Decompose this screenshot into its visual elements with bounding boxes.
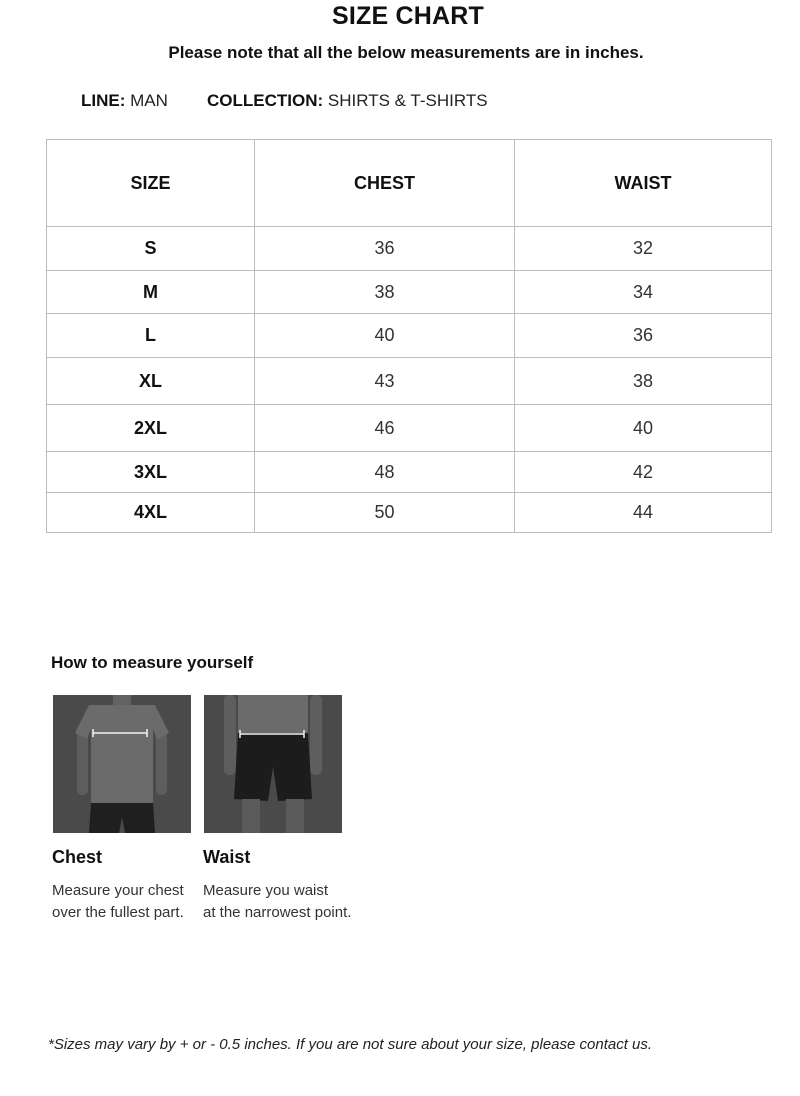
chest-cell: 36 — [255, 227, 515, 271]
size-cell: 2XL — [47, 405, 255, 452]
waist-cell: 36 — [515, 314, 772, 358]
waist-desc-line: Measure you waist — [203, 882, 329, 899]
table-row — [47, 405, 772, 452]
size-table — [46, 139, 772, 533]
waist-cell: 34 — [515, 271, 772, 314]
size-cell: 3XL — [47, 452, 255, 493]
waist-cell: 38 — [515, 358, 772, 405]
table-row — [47, 452, 772, 493]
chest-cell: 40 — [255, 314, 515, 358]
chest-desc-line: Measure your chest — [52, 882, 184, 899]
tshirt-figure-icon — [53, 695, 191, 833]
chest-cell: 43 — [255, 358, 515, 405]
column-header-waist: WAIST — [515, 140, 772, 227]
size-cell: XL — [47, 358, 255, 405]
shorts-figure-icon — [204, 695, 342, 833]
table-row — [47, 227, 772, 271]
chest-cell: 50 — [255, 493, 515, 533]
waist-cell: 40 — [515, 405, 772, 452]
size-cell: S — [47, 227, 255, 271]
chest-cell: 48 — [255, 452, 515, 493]
page-subtitle: Please note that all the below measurements are in inches. — [168, 43, 644, 62]
collection-label: COLLECTION: — [207, 91, 324, 110]
footer-note: *Sizes may vary by + or - 0.5 inches. If you are not sure about your size, please contact us. — [48, 1036, 653, 1053]
chest-desc-line: over the fullest part. — [52, 904, 184, 921]
waist-cell: 42 — [515, 452, 772, 493]
size-cell: M — [47, 271, 255, 314]
line-value: MAN — [130, 91, 168, 110]
table-row — [47, 493, 772, 533]
page-title: SIZE CHART — [332, 2, 484, 30]
collection-info — [207, 91, 488, 111]
howto-heading: How to measure yourself — [51, 653, 254, 672]
line-label: LINE: — [81, 91, 126, 110]
chest-caption-title: Chest — [52, 847, 103, 867]
table-header-row — [47, 140, 772, 227]
column-header-chest: CHEST — [255, 140, 515, 227]
line-info — [81, 91, 168, 111]
waist-caption-title: Waist — [203, 847, 251, 867]
chest-cell: 38 — [255, 271, 515, 314]
chest-measure-photo — [53, 695, 191, 833]
waist-desc-line: at the narrowest point. — [203, 904, 352, 921]
size-cell: 4XL — [47, 493, 255, 533]
table-row — [47, 271, 772, 314]
waist-measure-photo — [204, 695, 342, 833]
waist-caption-desc — [203, 880, 351, 924]
table-row — [47, 358, 772, 405]
chest-caption-desc — [52, 880, 184, 924]
table-row — [47, 314, 772, 358]
collection-value: SHIRTS & T-SHIRTS — [327, 91, 488, 110]
column-header-size: SIZE — [47, 140, 255, 227]
size-cell: L — [47, 314, 255, 358]
waist-cell: 32 — [515, 227, 772, 271]
waist-cell: 44 — [515, 493, 772, 533]
chest-cell: 46 — [255, 405, 515, 452]
